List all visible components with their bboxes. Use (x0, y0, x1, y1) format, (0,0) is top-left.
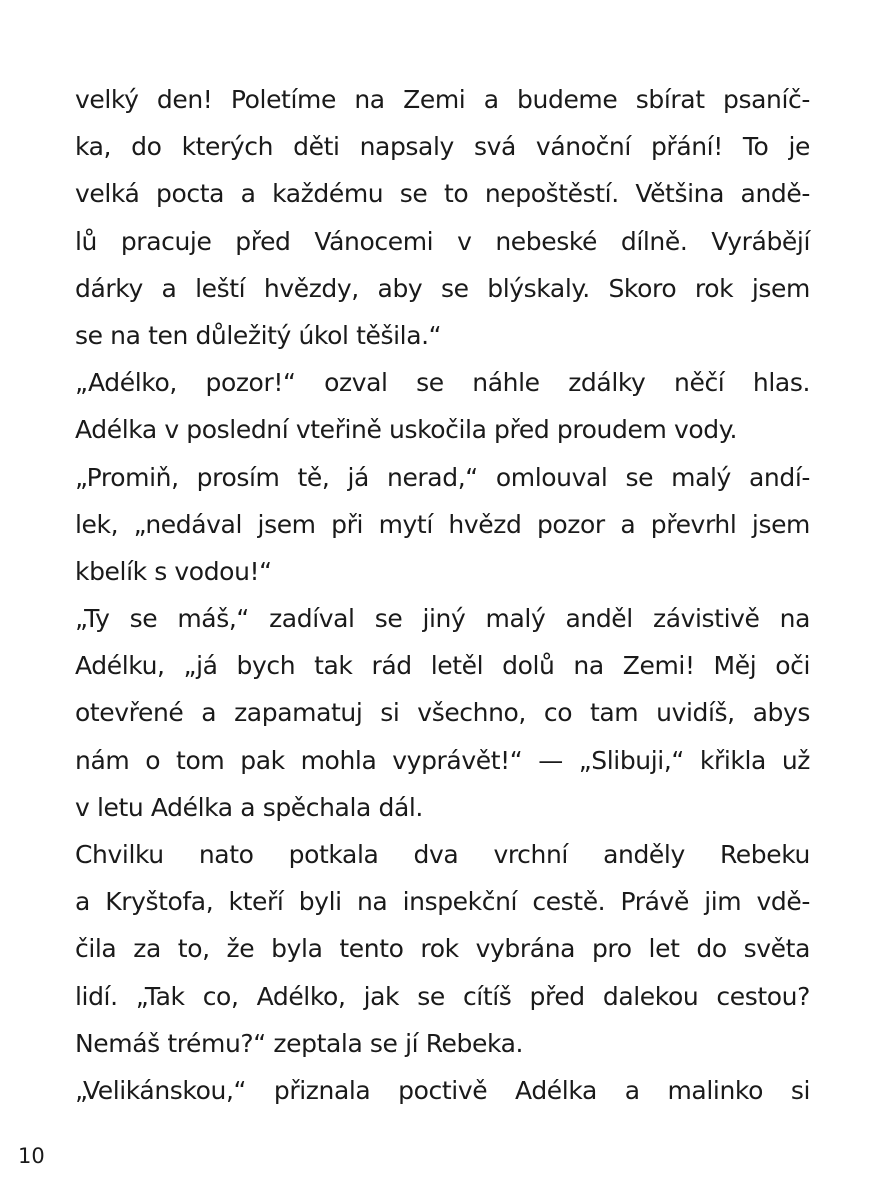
text-line: velká pocta a každému se to nepoštěstí. Většina andě- (75, 179, 810, 209)
text-line: Chvilku nato potkala dva vrchní anděly Rebeku (75, 840, 810, 869)
text-line: nám o tom pak mohla vyprávět!“ — „Slibuji,“ křikla už (75, 745, 810, 775)
text-line: ka, do kterých děti napsaly svá vánoční přání! To je (75, 132, 810, 162)
text-line: lů pracuje před Vánocemi v nebeské dílně. Vyrábějí (75, 226, 810, 256)
page-number: 10 (18, 1144, 45, 1168)
body-text (75, 76, 810, 1114)
text-line: velký den! Poletíme na Zemi a budeme sbírat psaníč- (75, 85, 810, 114)
text-line: v letu Adélka a spěchala dál. (75, 792, 423, 822)
text-line: se na ten důležitý úkol těšila.“ (75, 320, 442, 350)
text-line: lek, „nedával jsem při mytí hvězd pozor a převrhl jsem (75, 509, 810, 539)
text-line: čila za to, že byla tento rok vybrána pro let do světa (75, 934, 810, 964)
text-line: Nemáš trému?“ zeptala se jí Rebeka. (75, 1028, 524, 1058)
text-line: a Kryštofa, kteří byli na inspekční cestě. Právě jim vdě- (75, 887, 810, 917)
text-line: Adélku, „já bych tak rád letěl dolů na Zemi! Měj oči (75, 651, 810, 681)
text-line: Adélka v poslední vteřině uskočila před proudem vody. (75, 415, 738, 445)
text-line: „Promiň, prosím tě, já nerad,“ omlouval se malý andí- (75, 462, 810, 492)
text-line: lidí. „Tak co, Adélko, jak se cítíš před dalekou cestou? (75, 981, 810, 1011)
text-line: kbelík s vodou!“ (75, 556, 272, 586)
text-line: „Adélko, pozor!“ ozval se náhle zdálky něčí hlas. (75, 368, 810, 398)
text-line: dárky a leští hvězdy, aby se blýskaly. Skoro rok jsem (75, 273, 810, 303)
text-line: „Ty se máš,“ zadíval se jiný malý anděl závistivě na (75, 604, 810, 634)
text-line: otevřené a zapamatuj si všechno, co tam uvidíš, abys (75, 698, 810, 728)
text-line: „Velikánskou,“ přiznala poctivě Adélka a malinko si (75, 1075, 810, 1105)
